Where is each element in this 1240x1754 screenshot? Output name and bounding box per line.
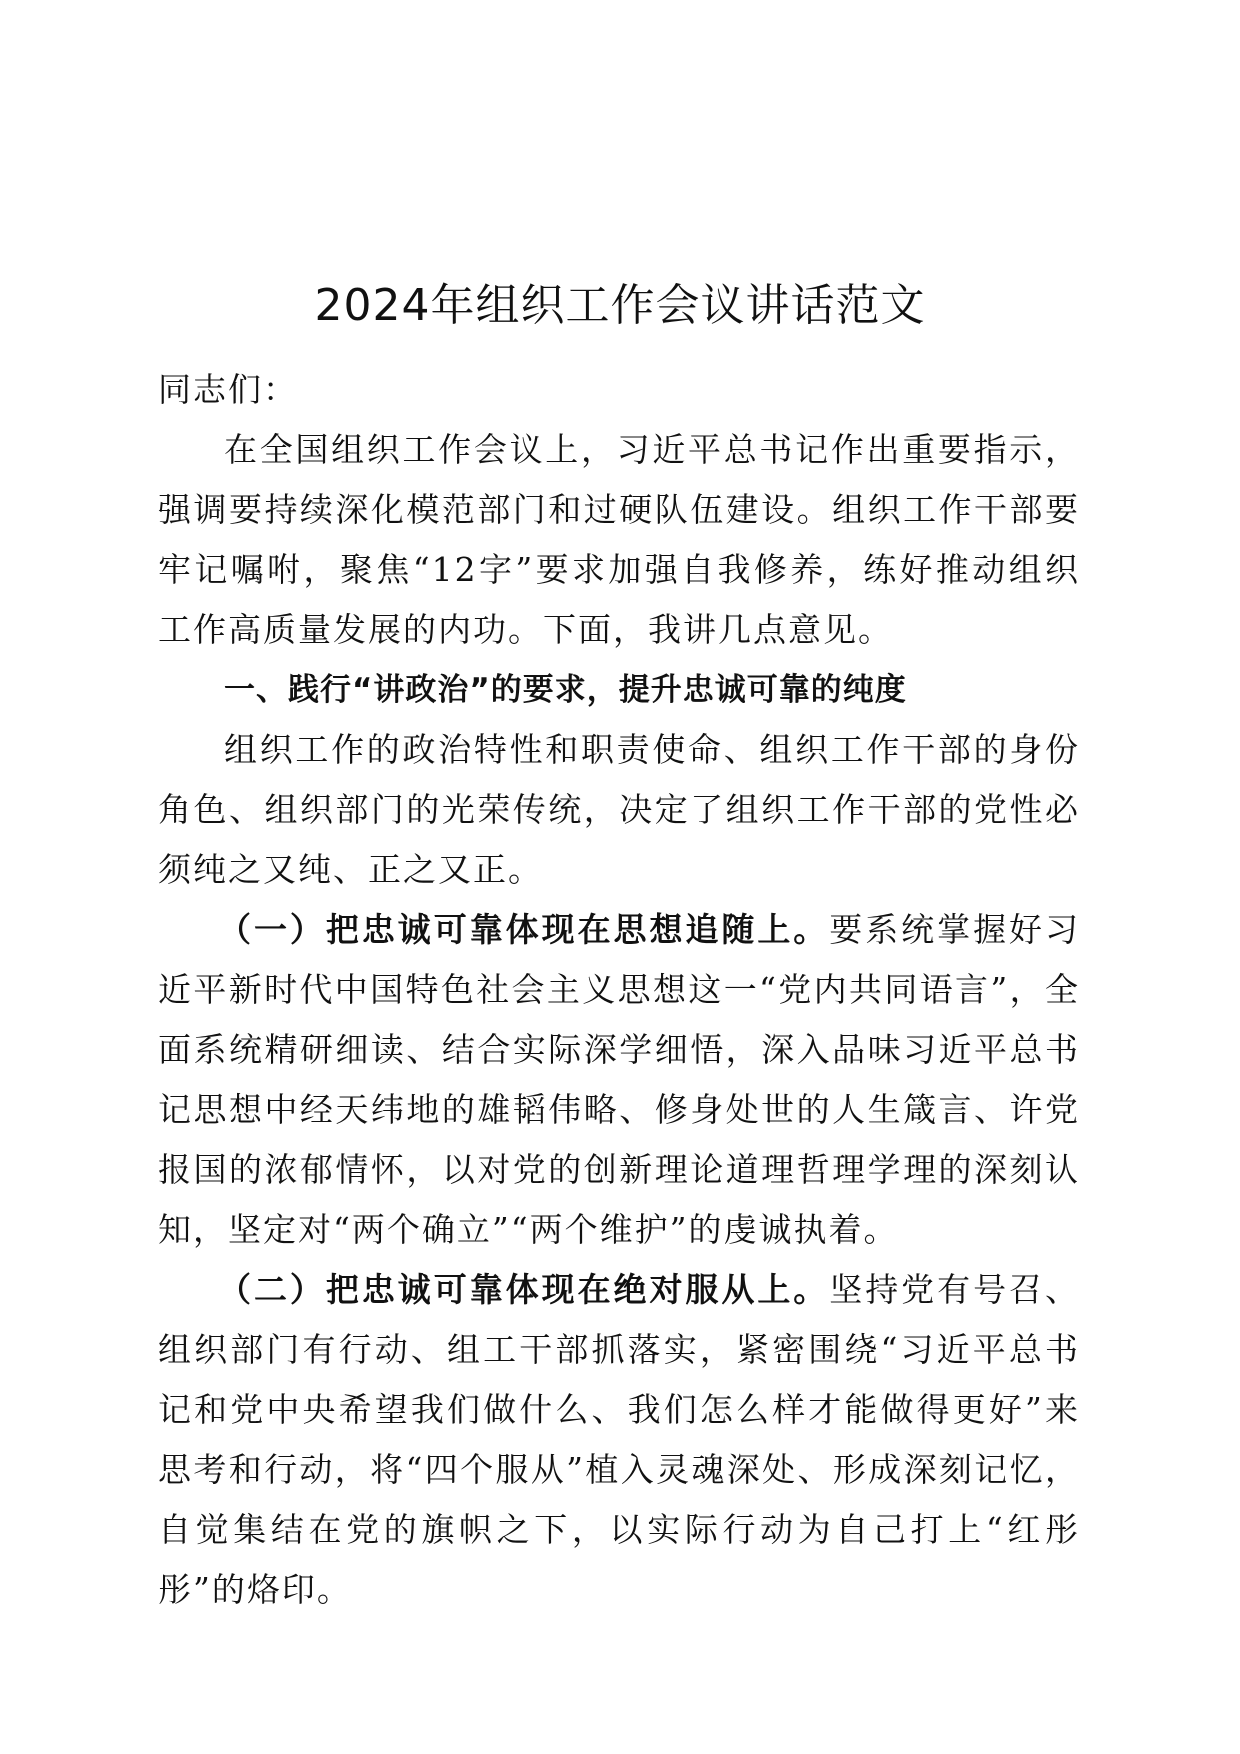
subsection-text: 要系统掌握好习近平新时代中国特色社会主义思想这一“党内共同语言”，全面系统精研细读、结合实际深学细悟，深入品味习近平总书记思想中经天纬地的雄韬伟略、修身处世的人生箴言、许党报国的浓郁情怀，以对党的创新理论道理哲理学理的深刻认知，坚定对“两个确立”“两个维护”的虔诚执着。 [158,910,1081,1249]
subsection-paragraph [158,1260,1080,1620]
subsection-text: 坚持党有号召、组织部门有行动、组工干部抓落实，紧密围绕“习近平总书记和党中央希望我们做什么、我们怎么样才能做得更好”来思考和行动，将“四个服从”植入灵魂深处、形成深刻记忆，自觉集结在党的旗帜之下，以实际行动为自己打上“红彤彤”的烙印。 [158,1270,1081,1609]
subsection-lead: （一）把忠诚可靠体现在思想追随上。 [218,910,830,949]
document-title: 2024年组织工作会议讲话范文 [314,280,926,331]
section-heading: 一、践行“讲政治”的要求，提升忠诚可靠的纯度 [224,672,907,708]
subsection-paragraph [158,900,1080,1260]
subsection-lead: （二）把忠诚可靠体现在绝对服从上。 [218,1270,830,1309]
salutation: 同志们： [158,370,298,409]
document-body [158,360,1080,1620]
section-paragraph: 组织工作的政治特性和职责使命、组织工作干部的身份角色、组织部门的光荣传统，决定了组织工作干部的党性必须纯之又纯、正之又正。 [158,730,1080,889]
intro-paragraph: 在全国组织工作会议上，习近平总书记作出重要指示，强调要持续深化模范部门和过硬队伍建设。组织工作干部要牢记嘱咐，聚焦“12字”要求加强自我修养，练好推动组织工作高质量发展的内功。下面，我讲几点意见。 [158,430,1080,649]
